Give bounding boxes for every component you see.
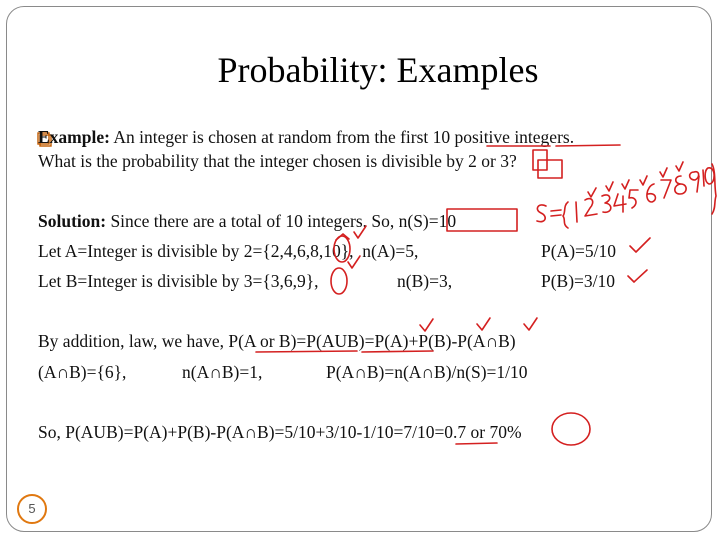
- example-line-2: What is the probability that the integer chosen is divisible by 2 or 3?: [38, 151, 517, 171]
- example-label: Example:: [38, 127, 110, 147]
- example-text: An integer is chosen at random from the first 10 positive integers.: [109, 127, 575, 147]
- set-a-line: Let A=Integer is divisible by 2={2,4,6,8,10}, n(A)=5,: [38, 241, 419, 261]
- slide-title: Probability: Examples: [217, 50, 539, 90]
- intersection-count: n(A∩B)=1,: [182, 362, 263, 382]
- intersection-probability: P(A∩B)=n(A∩B)/n(S)=1/10: [326, 362, 528, 382]
- solution-line-1: [38, 210, 456, 232]
- solution-label: Solution:: [38, 211, 107, 231]
- final-answer-line: So, P(AUB)=P(A)+P(B)-P(A∩B)=5/10+3/10-1/10=7/10=0.7 or 70%: [38, 422, 522, 442]
- solution-text: Since there are a total of 10 integers, So, n(S)=10: [106, 211, 457, 231]
- count-b: n(B)=3,: [397, 271, 453, 291]
- set-b-line: Let B=Integer is divisible by 3={3,6,9},: [38, 271, 319, 291]
- intersection-set: (A∩B)={6},: [38, 362, 127, 382]
- example-line-1: [38, 126, 574, 148]
- prob-b: P(B)=3/10: [541, 271, 616, 291]
- page-number-badge: 5: [17, 494, 47, 524]
- prob-a: P(A)=5/10: [541, 241, 617, 261]
- addition-law-line: By addition, law, we have, P(A or B)=P(AUB)=P(A)+P(B)-P(A∩B): [38, 331, 516, 351]
